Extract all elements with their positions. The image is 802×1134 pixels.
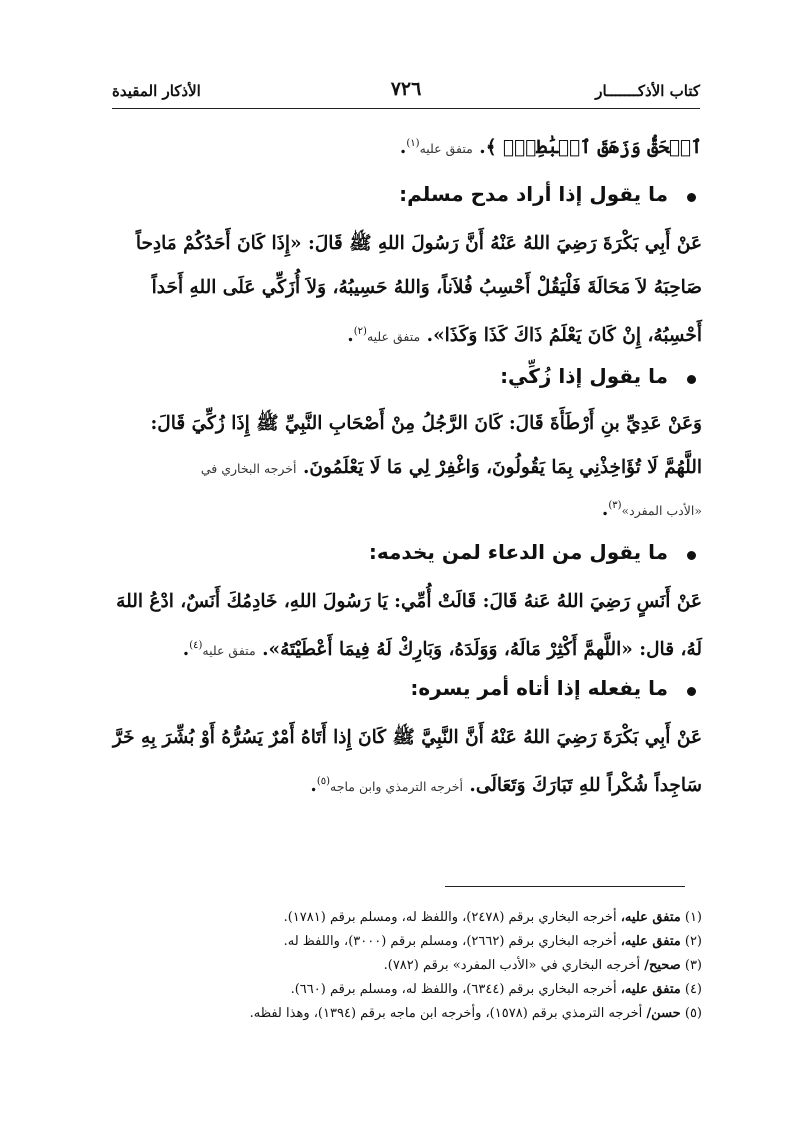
section-heading bbox=[108, 538, 702, 574]
footnote-number: (٣) bbox=[684, 958, 702, 973]
footnote bbox=[108, 906, 702, 930]
text-line-content: لَهُ، قال: «اللَّهمَّ أَكْثِرْ مَالَهُ، وَوَلَدَهُ، وَبَارِكْ لَهُ فِيمَا أَعْطَيْتَهُ». bbox=[262, 639, 702, 661]
footnote-number: (١) bbox=[684, 910, 702, 925]
footnote-grade: متفق عليه، bbox=[620, 982, 681, 997]
source-reference: أخرجه البخاري في bbox=[200, 461, 297, 476]
text-line-content: سَاجِداً شُكْراً للهِ تَبَارَكَ وَتَعَالَى. bbox=[469, 775, 702, 797]
footnote-grade: متفق عليه، bbox=[620, 910, 681, 925]
section-heading-text: ما يقول إذا أراد مدح مسلم: bbox=[399, 182, 668, 206]
source-reference: متفق عليه bbox=[419, 141, 473, 157]
footnote-separator bbox=[445, 886, 685, 887]
text-line-content: اللَّهُمَّ لَا تُؤَاخِذْنِي بِمَا يَقُولُونَ، وَاغْفِرْ لِي مَا لَا يَعْلَمُونَ. bbox=[302, 457, 702, 478]
footnote bbox=[108, 978, 702, 1002]
period: . bbox=[347, 325, 354, 347]
page-number: ٧٢٦ bbox=[390, 78, 422, 100]
source-reference-title: «الأدب المفرد» bbox=[621, 503, 702, 519]
hadith-paragraph bbox=[108, 222, 702, 359]
footnote-grade: متفق عليه، bbox=[620, 934, 681, 949]
source-reference: أخرجه الترمذي وابن ماجه bbox=[330, 779, 463, 795]
period: . bbox=[310, 775, 317, 797]
footnote-marker: (٢) bbox=[353, 326, 367, 337]
footnote-number: (٢) bbox=[684, 934, 702, 949]
text-line: صَاحِبَهُ لاَ مَحَالَةَ فَلْيَقُلْ أَحْسِبُ فُلاَناً، وَاللهُ حَسِيبُهُ، وَلاَ أُزَكِّي عَلَى اللهِ أَحَداً bbox=[151, 277, 702, 298]
footnote-number: (٤) bbox=[684, 982, 702, 997]
text-line: عَنْ أَبِي بَكْرَةَ رَضِيَ اللهُ عَنْهُ أَنَّ رَسُولَ اللهِ ﷺ قَالَ: «إِذَا كَانَ أَحَدُكُمْ مَادِحاً bbox=[135, 233, 702, 254]
bullet-icon bbox=[687, 687, 696, 696]
footnote-marker: (١) bbox=[406, 138, 420, 149]
section-heading bbox=[108, 362, 702, 398]
text-line bbox=[108, 624, 702, 673]
quran-continuation bbox=[108, 122, 702, 171]
header-book-title: كتاب الأذكـــــــار bbox=[595, 82, 700, 100]
footnote-grade: صحيح/ bbox=[644, 958, 681, 973]
text-line: وَعَنْ عَدِيِّ بنِ أَرْطَأَةَ قَالَ: كَانَ الرَّجُلُ مِنْ أَصْحَابِ النَّبِيِّ ﷺ إِذَا زُكِّيَ قَالَ: bbox=[150, 413, 702, 434]
section-heading bbox=[108, 674, 702, 710]
footnote-text: أخرجه البخاري برقم (٦٣٤٤)، واللفظ له، ومسلم برقم (٦٦٠). bbox=[290, 982, 617, 997]
footnote-marker: (٥) bbox=[316, 776, 331, 787]
bullet-icon bbox=[687, 193, 696, 202]
footnote-number: (٥) bbox=[684, 1006, 702, 1021]
footnote bbox=[108, 930, 702, 954]
text-line: عَنْ أَبِي بَكْرَةَ رَضِيَ اللهُ عَنْهُ أَنَّ النَّبِيَّ ﷺ كَانَ إِذا أَتَاهُ أَمْرٌ يَسُرُّهُ أَوْ بُشِّرَ بِهِ خَرَّ bbox=[112, 727, 702, 748]
footnotes bbox=[108, 906, 702, 1026]
period: . bbox=[601, 499, 609, 521]
running-header bbox=[112, 74, 700, 109]
hadith-paragraph bbox=[108, 402, 702, 526]
footnote bbox=[108, 954, 702, 978]
section-heading-text: ما يقول إذا زُكِّي: bbox=[500, 364, 668, 388]
section-heading bbox=[108, 180, 702, 216]
footnote bbox=[108, 1002, 702, 1026]
bullet-icon bbox=[687, 375, 696, 384]
text-line bbox=[108, 760, 702, 809]
text-line-content: أَحْسِبُهُ، إِنْ كَانَ يَعْلَمُ ذَاكَ كَذَا وَكَذَا». bbox=[426, 325, 702, 347]
footnote-text: أخرجه الترمذي برقم (١٥٧٨)، وأخرجه ابن ماجه برقم (١٣٩٤)، وهذا لفظه. bbox=[249, 1006, 643, 1021]
text-line bbox=[108, 310, 702, 359]
footnote-grade: حسن/ bbox=[646, 1006, 681, 1021]
footnote-text: أخرجه البخاري برقم (٢٤٧٨)، واللفظ له، ومسلم برقم (١٧٨١). bbox=[283, 910, 617, 925]
quran-text: ٱلۡحَقُّ وَزَهَقَ ٱلۡبَٰطِلُۚ ﴾. bbox=[479, 137, 702, 159]
footnote-marker: (٣) bbox=[608, 500, 622, 511]
hadith-paragraph bbox=[108, 716, 702, 809]
source-reference: متفق عليه bbox=[366, 329, 421, 345]
header-section-title: الأذكار المقيدة bbox=[112, 82, 201, 100]
footnote-text: أخرجه البخاري في «الأدب المفرد» برقم (٧٨٢). bbox=[383, 958, 641, 973]
text-line: عَنْ أَنَسٍ رَضِيَ اللهُ عَنهُ قَالَ: قَالَتْ أُمِّي: يَا رَسُولَ اللهِ، خَادِمُكَ أَنَسٌ، ادْعُ اللهَ bbox=[116, 591, 702, 612]
footnote-marker: (٤) bbox=[189, 640, 203, 651]
section-heading-text: ما يقول من الدعاء لمن يخدمه: bbox=[368, 540, 668, 564]
period: . bbox=[399, 137, 407, 159]
footnote-text: أخرجه البخاري برقم (٢٦٦٢)، ومسلم برقم (٣٠٠٠)، واللفظ له. bbox=[283, 934, 617, 949]
source-reference: متفق عليه bbox=[202, 643, 256, 659]
section-heading-text: ما يفعله إذا أتاه أمر يسره: bbox=[410, 676, 668, 700]
text-line bbox=[108, 446, 702, 491]
text-line bbox=[108, 491, 702, 526]
period: . bbox=[182, 639, 190, 661]
bullet-icon bbox=[687, 551, 696, 560]
hadith-paragraph bbox=[108, 580, 702, 673]
